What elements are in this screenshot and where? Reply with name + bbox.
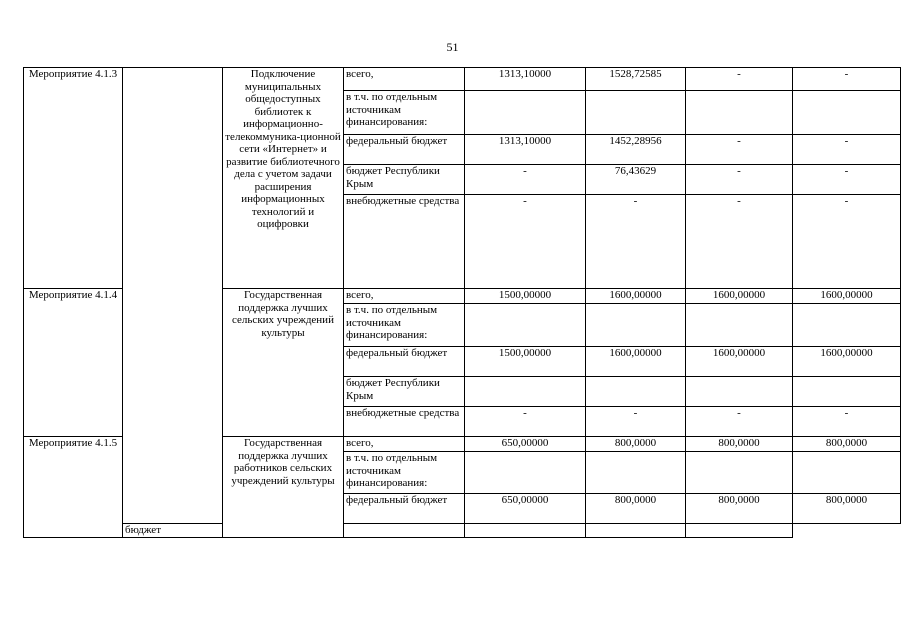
value-cell: 650,00000 xyxy=(465,437,586,452)
source-cell: внебюджетные средства xyxy=(344,195,465,289)
source-cell: федеральный бюджет xyxy=(344,347,465,377)
value-cell: 1600,00000 xyxy=(793,347,901,377)
value-cell xyxy=(586,91,686,135)
source-cell: всего, xyxy=(344,437,465,452)
value-cell: 800,0000 xyxy=(793,437,901,452)
value-cell: 1600,00000 xyxy=(686,289,793,304)
value-cell: - xyxy=(686,135,793,165)
source-cell: бюджет Республики Крым xyxy=(344,377,465,407)
page-number: 51 xyxy=(446,40,459,54)
value-cell: - xyxy=(465,195,586,289)
value-cell: - xyxy=(686,195,793,289)
source-cell: в т.ч. по отдельным источникам финансирования: xyxy=(344,91,465,135)
value-cell xyxy=(686,91,793,135)
value-cell: - xyxy=(793,165,901,195)
source-cell: бюджет Республики Крым xyxy=(344,165,465,195)
funding-table xyxy=(23,67,901,538)
value-cell xyxy=(465,304,586,347)
source-cell: всего, xyxy=(344,289,465,304)
value-cell: 1500,00000 xyxy=(465,347,586,377)
value-cell: 1528,72585 xyxy=(586,68,686,91)
value-cell: 1600,00000 xyxy=(686,347,793,377)
value-cell xyxy=(465,452,586,494)
measure-cell: Мероприятие 4.1.5 xyxy=(24,437,123,538)
value-cell: 1313,10000 xyxy=(465,135,586,165)
value-cell xyxy=(686,452,793,494)
value-cell: - xyxy=(793,195,901,289)
empty-column-cell xyxy=(123,68,223,524)
value-cell: 76,43629 xyxy=(586,165,686,195)
value-cell xyxy=(793,304,901,347)
value-cell: 1452,28956 xyxy=(586,135,686,165)
value-cell xyxy=(586,304,686,347)
value-cell xyxy=(465,377,586,407)
value-cell: 1500,00000 xyxy=(465,289,586,304)
value-cell xyxy=(586,452,686,494)
value-cell: 800,0000 xyxy=(793,494,901,524)
value-cell: - xyxy=(793,407,901,437)
value-cell xyxy=(465,91,586,135)
value-cell: - xyxy=(793,135,901,165)
value-cell: 1600,00000 xyxy=(586,289,686,304)
value-cell: 800,0000 xyxy=(686,494,793,524)
value-cell: 650,00000 xyxy=(465,494,586,524)
value-cell: - xyxy=(686,407,793,437)
value-cell: - xyxy=(465,165,586,195)
value-cell xyxy=(586,377,686,407)
source-cell: всего, xyxy=(344,68,465,91)
description-cell: Подключение муниципальных общедоступных библиотек к информационно-телекоммуника-ционной сети «Интернет» и развитие библиотечного дела с учетом задачи расширения информационных технологий и оцифровки xyxy=(223,68,344,289)
value-cell xyxy=(793,452,901,494)
table-row xyxy=(24,68,901,91)
measure-cell: Мероприятие 4.1.3 xyxy=(24,68,123,289)
measure-cell: Мероприятие 4.1.4 xyxy=(24,289,123,437)
value-cell: 800,0000 xyxy=(586,437,686,452)
value-cell: - xyxy=(465,407,586,437)
source-cell: внебюджетные средства xyxy=(344,407,465,437)
value-cell xyxy=(686,377,793,407)
value-cell xyxy=(465,524,586,538)
value-cell xyxy=(793,377,901,407)
value-cell xyxy=(344,524,465,538)
value-cell xyxy=(793,91,901,135)
value-cell: - xyxy=(793,68,901,91)
value-cell: - xyxy=(586,407,686,437)
table-row xyxy=(24,524,901,538)
value-cell: 800,0000 xyxy=(686,437,793,452)
value-cell: 1313,10000 xyxy=(465,68,586,91)
value-cell: - xyxy=(686,68,793,91)
value-cell xyxy=(586,524,686,538)
description-cell: Государственная поддержка лучших работников сельских учреждений культуры xyxy=(223,437,344,538)
value-cell: 800,0000 xyxy=(586,494,686,524)
value-cell: - xyxy=(686,165,793,195)
value-cell: 1600,00000 xyxy=(793,289,901,304)
source-cell: бюджет xyxy=(123,524,223,538)
source-cell: федеральный бюджет xyxy=(344,135,465,165)
value-cell xyxy=(686,524,793,538)
description-cell: Государственная поддержка лучших сельских учреждений культуры xyxy=(223,289,344,437)
value-cell xyxy=(686,304,793,347)
source-cell: в т.ч. по отдельным источникам финансирования: xyxy=(344,304,465,347)
source-cell: в т.ч. по отдельным источникам финансирования: xyxy=(344,452,465,494)
value-cell: - xyxy=(586,195,686,289)
value-cell: 1600,00000 xyxy=(586,347,686,377)
source-cell: федеральный бюджет xyxy=(344,494,465,524)
